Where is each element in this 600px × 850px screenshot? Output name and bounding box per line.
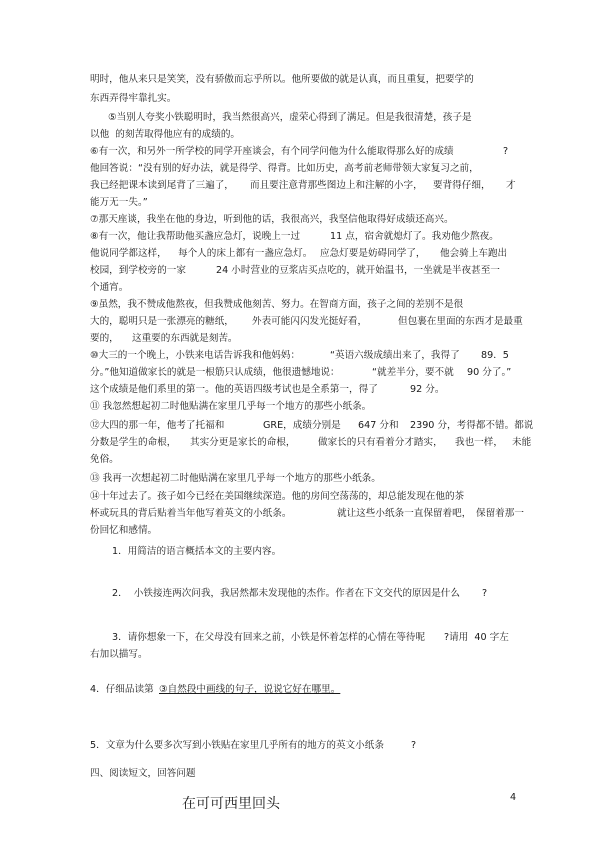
- text-line: 但包裹在里面的东西才是最重: [398, 316, 523, 327]
- question-4-underlined: ③自然段中画线的句子，说说它好在哪里。: [159, 684, 341, 695]
- text-line: 做家长的只有看着分才踏实，: [318, 437, 443, 448]
- text-line: 应急灯要是妨碍同学了，: [320, 248, 426, 259]
- text-line: ⑪ 我忽然想起初二时他贴满在家里几乎每一个地方的那些小纸条。: [90, 401, 372, 412]
- text-line: 我也一样，: [455, 437, 503, 448]
- text-line: 这重要的东西就是刻苦。: [132, 333, 238, 344]
- text-line: “就差半分，要不就: [372, 367, 454, 378]
- text-line: ⑬ 我再一次想起初二时他贴满在家里几乎每一个地方的那些小纸条。: [90, 473, 381, 484]
- text-line: 以他 的刻苦取得他应有的成绩的。: [90, 129, 241, 140]
- text-line: 11 点，宿舍就熄灯了。我劝他少熬夜。: [330, 231, 499, 242]
- text-line: ?: [503, 146, 509, 157]
- text-line: 明时，他从来只是笑笑，没有骄傲而忘乎所以。他所要做的就是认真，而且重复，把要学的: [90, 74, 474, 85]
- text-line: ⑦那天座谈，我坐在他的身边，听到他的话，我很高兴，我坚信他取得好成绩还高兴。: [90, 214, 454, 225]
- section-heading: 四、阅读短文，回答问题: [90, 768, 196, 779]
- text-line: 92 分。: [410, 384, 445, 395]
- text-line: 我已经把课本读到尾背了三遍了，: [90, 180, 234, 191]
- question-3-tail: ?请用 40 字左: [444, 632, 509, 643]
- article-title: 在可可西里回头: [182, 796, 280, 812]
- question-5-mark: ?: [411, 740, 417, 751]
- question-3: 3．请你想象一下，在父母没有回来之前，小铁是怀着怎样的心情在等待呢: [112, 632, 426, 643]
- text-line: 外表可能闪闪发光挺好看，: [252, 316, 368, 327]
- question-5: 5．文章为什么要多次写到小铁贴在家里几乎所有的地方的英文小纸条: [90, 740, 384, 751]
- text-line: 2390 分，考得都不错。都说: [410, 420, 534, 431]
- text-line: 就让这些小纸条一直保留着吧，: [337, 508, 472, 519]
- text-line: 每个人的床上都有一盏应急灯。: [178, 248, 313, 259]
- text-line: 份回忆和感情。: [90, 525, 158, 536]
- text-line: 24 小时营业的豆浆店买点吃的，就开始温书，一坐就是半夜甚至一: [216, 265, 500, 276]
- text-line: 他会骑上车跑出: [440, 248, 508, 259]
- text-line: ⑧有一次，他让我帮助他买盏应急灯，说晚上一过: [90, 231, 301, 242]
- question-1: 1．用简洁的语言概括本文的主要内容。: [112, 546, 282, 557]
- text-line: 要的，: [90, 333, 119, 344]
- text-line: ⑨虽然，我不赞成他熬夜，但我赞成他刻苦、努力。在智商方面，孩子之间的差别不是很: [90, 299, 464, 310]
- text-line: 647 分和: [358, 420, 399, 431]
- text-line: 其实分更是家长的命根，: [190, 437, 296, 448]
- text-line: ⑭十年过去了。孩子如今已经在美国继续深造。他的房间空荡荡的，却总能发现在他的茶: [90, 491, 465, 502]
- text-line: 89．5: [481, 350, 509, 361]
- text-line: 要背得仔细，: [433, 180, 491, 191]
- question-4: 4．仔细品读第: [90, 684, 154, 695]
- text-line: 未能: [512, 437, 532, 448]
- text-line: ⑩大三的一个晚上，小铁来电话告诉我和他妈妈：: [90, 350, 301, 361]
- text-line: 免俗。: [90, 454, 119, 465]
- text-line: “英语六级成绩出来了，我得了: [330, 350, 460, 361]
- text-line: 才: [506, 180, 516, 191]
- text-line: 东西弄得牢靠扎实。: [90, 93, 177, 104]
- text-line: 大的，聪明只是一张漂亮的糖纸，: [90, 316, 234, 327]
- page-number: 4: [510, 792, 517, 803]
- text-line: 校园，到学校旁的一家: [90, 265, 186, 276]
- text-line: 保留着那一: [476, 508, 524, 519]
- text-line: 而且要注意背那些图边上和注解的小字，: [250, 180, 423, 191]
- text-line: 90 分了。”: [467, 367, 512, 378]
- text-line: ⑤当别人夸奖小铁聪明时，我当然很高兴，虚荣心得到了满足。但是我很清楚，孩子是: [108, 112, 472, 123]
- text-line: 这个成绩是他们系里的第一。他的英语四级考试也是全系第一，得了: [90, 384, 378, 395]
- text-line: 能万无一失。”: [90, 197, 148, 208]
- text-line: ⑫大四的那一年，他考了托福和: [90, 420, 225, 431]
- text-line: 分。”他知道做家长的就是一根筋只认成绩，他很遗憾地说：: [90, 367, 340, 378]
- text-line: 个通宵。: [90, 282, 129, 293]
- text-line: 他说同学都这样，: [90, 248, 167, 259]
- text-line: GRE，成绩分别是: [263, 420, 341, 431]
- text-line: 杯或玩具的背后贴着当年他写着英文的小纸条。: [90, 508, 292, 519]
- question-3-cont: 右加以描写。: [90, 649, 148, 660]
- text-line: ⑥有一次，和另外一所学校的同学开座谈会，有个同学问他为什么能取得那么好的成绩: [90, 146, 454, 157]
- text-line: 他回答说：“没有别的好办法，就是得学、得背。比如历史，高考前老师带领大家复习之前，: [90, 163, 479, 174]
- text-line: 分数是学生的命根，: [90, 437, 177, 448]
- question-2-mark: ?: [482, 588, 488, 599]
- question-2: 2． 小铁接连两次问我，我居然都未发现他的杰作。作者在下文交代的原因是什么: [112, 588, 460, 599]
